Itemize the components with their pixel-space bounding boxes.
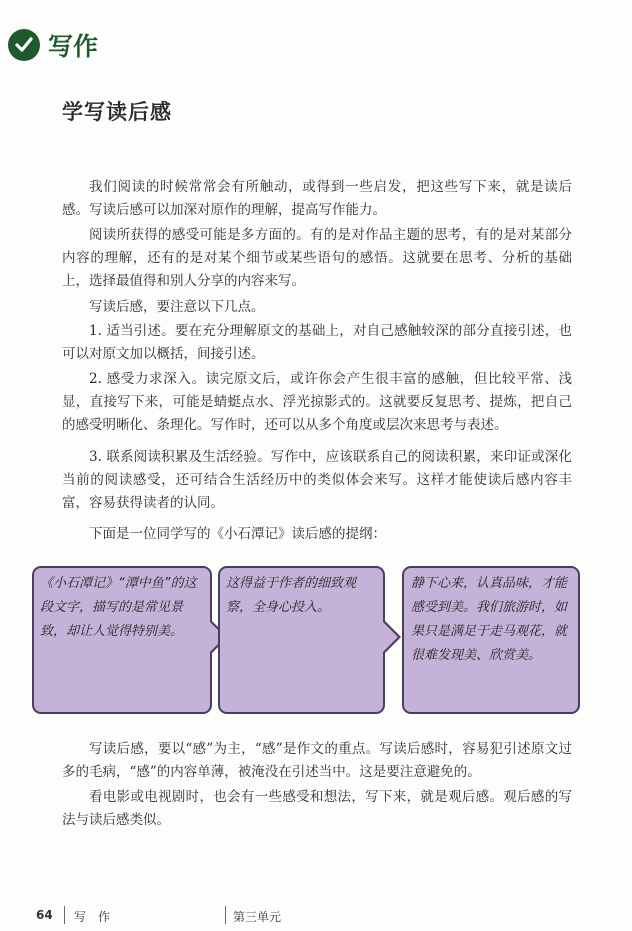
section-header [8,28,98,62]
paragraph-outline-intro: 下面是一位同学写的《小石潭记》读后感的提纲： [89,526,386,542]
paragraph-emphasis: 写读后感，要以“感”为主，“感”是作文的重点。写读后感时，容易犯引述原文过多的毛病，“感”的内容单薄，被淹没在引述当中。这是要注意避免的。 [62,741,572,780]
paragraph-point-2: 2. 感受力求深入。读完原文后，或许你会产生很丰富的感触，但比较平常、浅显，直接写下来，可能是蜻蜓点水、浮光掠影式的。这就要反复思考、提炼，把自己的感受明晰化、条理化。写作时，还可以从多个角度或层次来思考与表述。 [62,371,572,433]
section-name: 写作 [48,32,99,61]
page-number: 64 [36,908,53,922]
paragraph-intro: 我们阅读的时候常常会有所触动，或得到一些启发，把这些写下来，就是读后感。写读后感可以加深对原作的理解，提高写作能力。 [62,179,572,218]
paragraph-point-3: 3. 联系阅读积累及生活经验。写作中，应该联系自己的阅读积累，来印证或深化当前的阅读感受，还可结合生活经历中的类似体会来写。这样才能使读后感内容丰富，容易获得读者的认同。 [62,449,572,511]
checkmark-leaf-icon [8,29,40,61]
paragraph-notes-intro: 写读后感，要注意以下几点。 [89,299,265,315]
outline-text-3: 静下心来，认真品味，才能感受到美。我们旅游时，如果只是满足于走马观花，就很难发现美、欣赏美。 [411,576,568,663]
paragraph-film: 看电影或电视剧时，也会有一些感受和想法，写下来，就是观后感。观后感的写法与读后感类似。 [62,789,572,828]
footer-unit: 第三单元 [233,910,282,924]
paragraph-aspects: 阅读所获得的感受可能是多方面的。有的是对作品主题的思考，有的是对某部分内容的理解，还有的是对某个细节或某些语句的感悟。这就要在思考、分析的基础上，选择最值得和别人分享的内容来写。 [62,227,572,289]
footer-section: 写 作 [74,910,111,924]
paragraph-point-1: 1. 适当引述。要在充分理解原文的基础上，对自己感触较深的部分直接引述，也可以对原文加以概括，间接引述。 [62,323,572,362]
footer-divider [225,906,226,924]
outline-text-1: 《小石潭记》“潭中鱼”的这段文字，描写的是常见景致，却让人觉得特别美。 [40,576,197,639]
page-title: 学写读后感 [62,100,172,124]
footer-divider [64,906,65,924]
arrow-right-fill [383,622,398,652]
outline-text-2: 这得益于作者的细致观察，全身心投入。 [226,576,357,615]
